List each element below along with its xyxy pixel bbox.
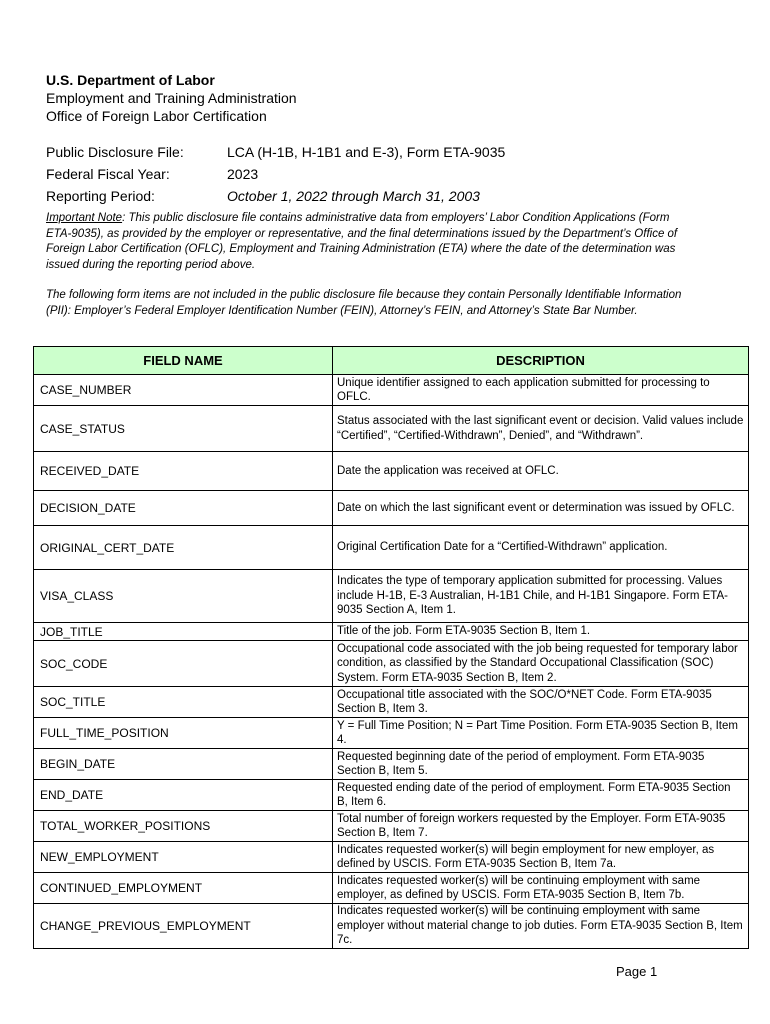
table-row [34,687,749,718]
important-note-label: Important Note [46,212,123,224]
office-name: Office of Foreign Labor Certification [46,108,267,124]
important-note [46,211,696,273]
description-cell: Title of the job. Form ETA-9035 Section B, Item 1. [333,623,749,641]
description-cell: Occupational code associated with the job being requested for temporary labor condition, as classified by the Standard Occupational Classification (SOC) System. Form ETA-9035 Section B, Item 2. [333,641,749,687]
table-row [34,623,749,641]
meta-value: October 1, 2022 through March 31, 2003 [227,188,480,204]
pii-note: The following form items are not included in the public disclosure file because they contain Personally Identifiable Information (PII): Employer’s Federal Employer Identification Number (FEIN), Attorney’s FEIN, and Attorney’s State Bar Number. [46,289,682,317]
field-name-cell: BEGIN_DATE [34,749,333,780]
meta-label: Public Disclosure File: [46,144,184,160]
header-field-name: FIELD NAME [34,347,333,375]
table-row [34,718,749,749]
field-name-cell: SOC_CODE [34,641,333,687]
meta-row-fiscal-year [46,163,505,185]
field-name-cell: CONTINUED_EMPLOYMENT [34,873,333,904]
table-row [34,491,749,526]
field-name-cell: DECISION_DATE [34,491,333,526]
field-name-cell: END_DATE [34,780,333,811]
field-name-cell: NEW_EMPLOYMENT [34,842,333,873]
page-number: Page 1 [616,964,658,979]
table-row [34,570,749,623]
table-row [34,452,749,491]
description-cell: Occupational title associated with the SOC/O*NET Code. Form ETA-9035 Section B, Item 3. [333,687,749,718]
field-name-cell: JOB_TITLE [34,623,333,641]
table-row [34,811,749,842]
description-cell: Indicates requested worker(s) will be continuing employment with same employer without material change to job duties. Form ETA-9035 Section B, Item 7c. [333,904,749,949]
table-row [34,526,749,570]
field-name-cell: CASE_NUMBER [34,375,333,406]
description-cell: Indicates requested worker(s) will be continuing employment with same employer, as defined by USCIS. Form ETA-9035 Section B, Item 7b. [333,873,749,904]
field-definitions-table [33,346,749,949]
description-cell: Requested ending date of the period of employment. Form ETA-9035 Section B, Item 6. [333,780,749,811]
field-name-cell: CHANGE_PREVIOUS_EMPLOYMENT [34,904,333,949]
file-metadata [46,141,505,207]
meta-value: 2023 [227,166,259,182]
table-row [34,904,749,949]
meta-value: LCA (H-1B, H-1B1 and E-3), Form ETA-9035 [227,144,506,160]
table-row [34,842,749,873]
meta-row-disclosure-file [46,141,505,163]
table-row [34,780,749,811]
description-cell: Requested beginning date of the period of employment. Form ETA-9035 Section B, Item 5. [333,749,749,780]
important-note-text: : This public disclosure file contains administrative data from employers’ Labor Condition Applications (Form ETA-9035), as provided by the employer or representative, and the final determinations issued by the Department’s Office of Foreign Labor Certification (OFLC), Employment and Training Administration (ETA) where the date of the determination was issued during the reporting period above. [46,212,678,271]
field-name-cell: FULL_TIME_POSITION [34,718,333,749]
field-name-cell: SOC_TITLE [34,687,333,718]
department-name: U.S. Department of Labor [46,72,215,88]
description-cell: Date the application was received at OFLC. [333,452,749,491]
meta-label: Reporting Period: [46,188,155,204]
table-row [34,375,749,406]
meta-label: Federal Fiscal Year: [46,166,170,182]
field-name-cell: ORIGINAL_CERT_DATE [34,526,333,570]
description-cell: Indicates the type of temporary application submitted for processing. Values include H-1B, E-3 Australian, H-1B1 Chile, and H-1B1 Singapore. Form ETA-9035 Section A, Item 1. [333,570,749,623]
description-cell: Unique identifier assigned to each application submitted for processing to OFLC. [333,375,749,406]
field-name-cell: VISA_CLASS [34,570,333,623]
meta-row-reporting-period [46,185,505,207]
description-cell: Total number of foreign workers requested by the Employer. Form ETA-9035 Section B, Item 7. [333,811,749,842]
table-header-row [34,347,749,375]
field-name-cell: TOTAL_WORKER_POSITIONS [34,811,333,842]
description-cell: Original Certification Date for a “Certified-Withdrawn” application. [333,526,749,570]
table-row [34,749,749,780]
table-row [34,873,749,904]
description-cell: Date on which the last significant event or determination was issued by OFLC. [333,491,749,526]
field-name-cell: CASE_STATUS [34,406,333,452]
description-cell: Status associated with the last significant event or decision. Valid values include “Certified”, “Certified-Withdrawn”, Denied”, and “Withdrawn”. [333,406,749,452]
description-cell: Y = Full Time Position; N = Part Time Position. Form ETA-9035 Section B, Item 4. [333,718,749,749]
administration-name: Employment and Training Administration [46,90,297,106]
field-name-cell: RECEIVED_DATE [34,452,333,491]
header-description: DESCRIPTION [333,347,749,375]
agency-header [46,71,297,125]
table-row [34,406,749,452]
table-row [34,641,749,687]
description-cell: Indicates requested worker(s) will begin employment for new employer, as defined by USCIS. Form ETA-9035 Section B, Item 7a. [333,842,749,873]
